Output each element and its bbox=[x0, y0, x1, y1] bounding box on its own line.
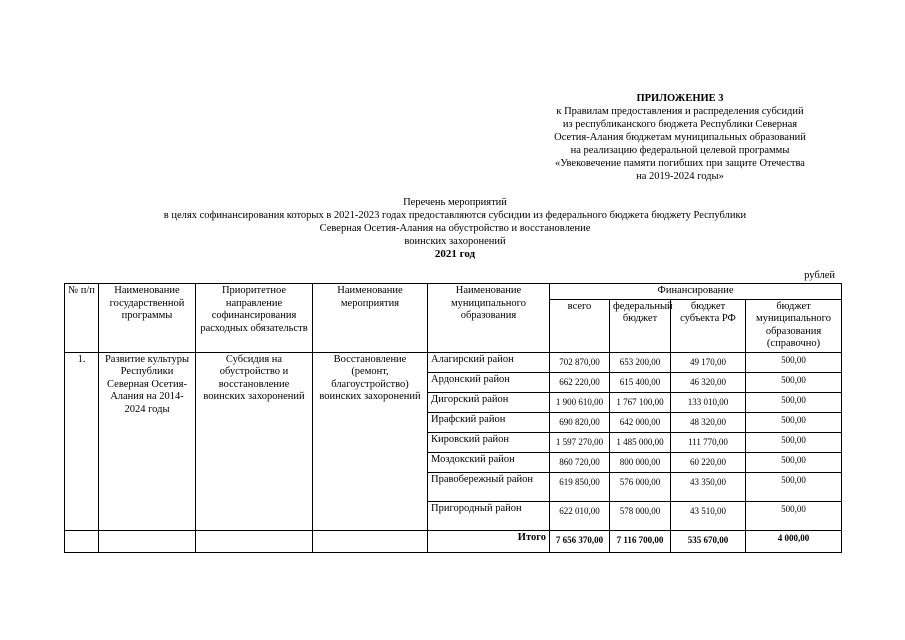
cell-total: 1 597 270,00 bbox=[550, 432, 610, 452]
heading-line: Северная Осетия-Алания на обустройство и восстановление bbox=[319, 223, 591, 234]
cell-total: 619 850,00 bbox=[550, 472, 610, 501]
cell-municipal: 500,00 bbox=[746, 392, 842, 412]
table-row bbox=[65, 352, 842, 372]
cell-event: Восстановление (ремонт, благоустройство) воинских захоронений bbox=[313, 352, 428, 530]
appendix-line: на 2019-2024 годы» bbox=[636, 171, 724, 182]
document-heading bbox=[60, 196, 850, 261]
appendix-line: Осетия-Алания бюджетам муниципальных образований bbox=[554, 132, 806, 143]
cell-subject: 49 170,00 bbox=[671, 352, 746, 372]
cell-municipality: Кировский район bbox=[428, 432, 550, 452]
cell-municipal: 500,00 bbox=[746, 501, 842, 530]
cell-subject: 48 320,00 bbox=[671, 412, 746, 432]
totals-row bbox=[65, 530, 842, 552]
cell-municipal: 500,00 bbox=[746, 452, 842, 472]
cell-total: 1 900 610,00 bbox=[550, 392, 610, 412]
cell-federal: 578 000,00 bbox=[610, 501, 671, 530]
cell-municipality: Пригородный район bbox=[428, 501, 550, 530]
heading-line: в целях софинансирования которых в 2021-2023 годах предоставляются субсидии из федерального бюджета бюджету Республики bbox=[163, 210, 747, 221]
appendix-title: ПРИЛОЖЕНИЕ 3 bbox=[636, 93, 724, 104]
financing-table bbox=[64, 283, 842, 553]
cell-municipality: Дигорский район bbox=[428, 392, 550, 412]
cell-municipality: Правобережный район bbox=[428, 472, 550, 501]
cell-total: 690 820,00 bbox=[550, 412, 610, 432]
header-row bbox=[65, 284, 842, 300]
cell-municipal: 500,00 bbox=[746, 372, 842, 392]
cell-subject: 43 510,00 bbox=[671, 501, 746, 530]
header-federal: федеральный бюджет bbox=[610, 299, 671, 352]
appendix-line: к Правилам предоставления и распределения субсидий bbox=[556, 106, 804, 117]
heading-year: 2021 год bbox=[434, 248, 476, 260]
empty-cell bbox=[313, 530, 428, 552]
appendix-line: на реализацию федеральной целевой программы bbox=[570, 145, 790, 156]
empty-cell bbox=[65, 530, 99, 552]
cell-federal: 653 200,00 bbox=[610, 352, 671, 372]
header-num: № п/п bbox=[65, 284, 99, 353]
header-municipal: бюджет муниципального образования (справочно) bbox=[746, 299, 842, 352]
totals-label: Итого bbox=[428, 530, 550, 552]
empty-cell bbox=[196, 530, 313, 552]
cell-subject: 46 320,00 bbox=[671, 372, 746, 392]
heading-line: Перечень мероприятий bbox=[403, 197, 507, 208]
totals-total: 7 656 370,00 bbox=[550, 530, 610, 552]
cell-total: 662 220,00 bbox=[550, 372, 610, 392]
header-total: всего bbox=[550, 299, 610, 352]
cell-subject: 111 770,00 bbox=[671, 432, 746, 452]
cell-program: Развитие культуры Республики Северная Осетия-Алания на 2014-2024 годы bbox=[99, 352, 196, 530]
cell-federal: 1 485 000,00 bbox=[610, 432, 671, 452]
cell-federal: 800 000,00 bbox=[610, 452, 671, 472]
empty-cell bbox=[99, 530, 196, 552]
cell-total: 702 870,00 bbox=[550, 352, 610, 372]
cell-row-num: 1. bbox=[65, 352, 99, 530]
cell-subject: 43 350,00 bbox=[671, 472, 746, 501]
header-financing: Финансирование bbox=[550, 284, 842, 300]
cell-municipal: 500,00 bbox=[746, 352, 842, 372]
cell-federal: 576 000,00 bbox=[610, 472, 671, 501]
cell-direction: Субсидия на обустройство и восстановление воинских захоронений bbox=[196, 352, 313, 530]
cell-federal: 642 000,00 bbox=[610, 412, 671, 432]
appendix-block bbox=[500, 92, 860, 183]
header-event: Наименование мероприятия bbox=[313, 284, 428, 353]
cell-municipality: Алагирский район bbox=[428, 352, 550, 372]
units-label: рублей bbox=[804, 270, 835, 281]
cell-municipality: Моздокский район bbox=[428, 452, 550, 472]
cell-municipal: 500,00 bbox=[746, 472, 842, 501]
cell-total: 860 720,00 bbox=[550, 452, 610, 472]
header-program: Наименование государственной программы bbox=[99, 284, 196, 353]
header-municipality: Наименование муниципального образования bbox=[428, 284, 550, 353]
cell-municipal: 500,00 bbox=[746, 432, 842, 452]
cell-municipality: Ирафский район bbox=[428, 412, 550, 432]
cell-subject: 60 220,00 bbox=[671, 452, 746, 472]
cell-total: 622 010,00 bbox=[550, 501, 610, 530]
cell-municipality: Ардонский район bbox=[428, 372, 550, 392]
header-subject: бюджет субъекта РФ bbox=[671, 299, 746, 352]
heading-line: воинских захоронений bbox=[404, 236, 506, 247]
cell-subject: 133 010,00 bbox=[671, 392, 746, 412]
totals-federal: 7 116 700,00 bbox=[610, 530, 671, 552]
totals-municipal: 4 000,00 bbox=[746, 530, 842, 552]
totals-subject: 535 670,00 bbox=[671, 530, 746, 552]
cell-municipal: 500,00 bbox=[746, 412, 842, 432]
cell-federal: 1 767 100,00 bbox=[610, 392, 671, 412]
cell-federal: 615 400,00 bbox=[610, 372, 671, 392]
header-direction: Приоритетное направление софинансирования расходных обязательств bbox=[196, 284, 313, 353]
appendix-line: «Увековечение памяти погибших при защите Отечества bbox=[555, 158, 805, 169]
appendix-line: из республиканского бюджета Республики Северная bbox=[562, 119, 798, 130]
